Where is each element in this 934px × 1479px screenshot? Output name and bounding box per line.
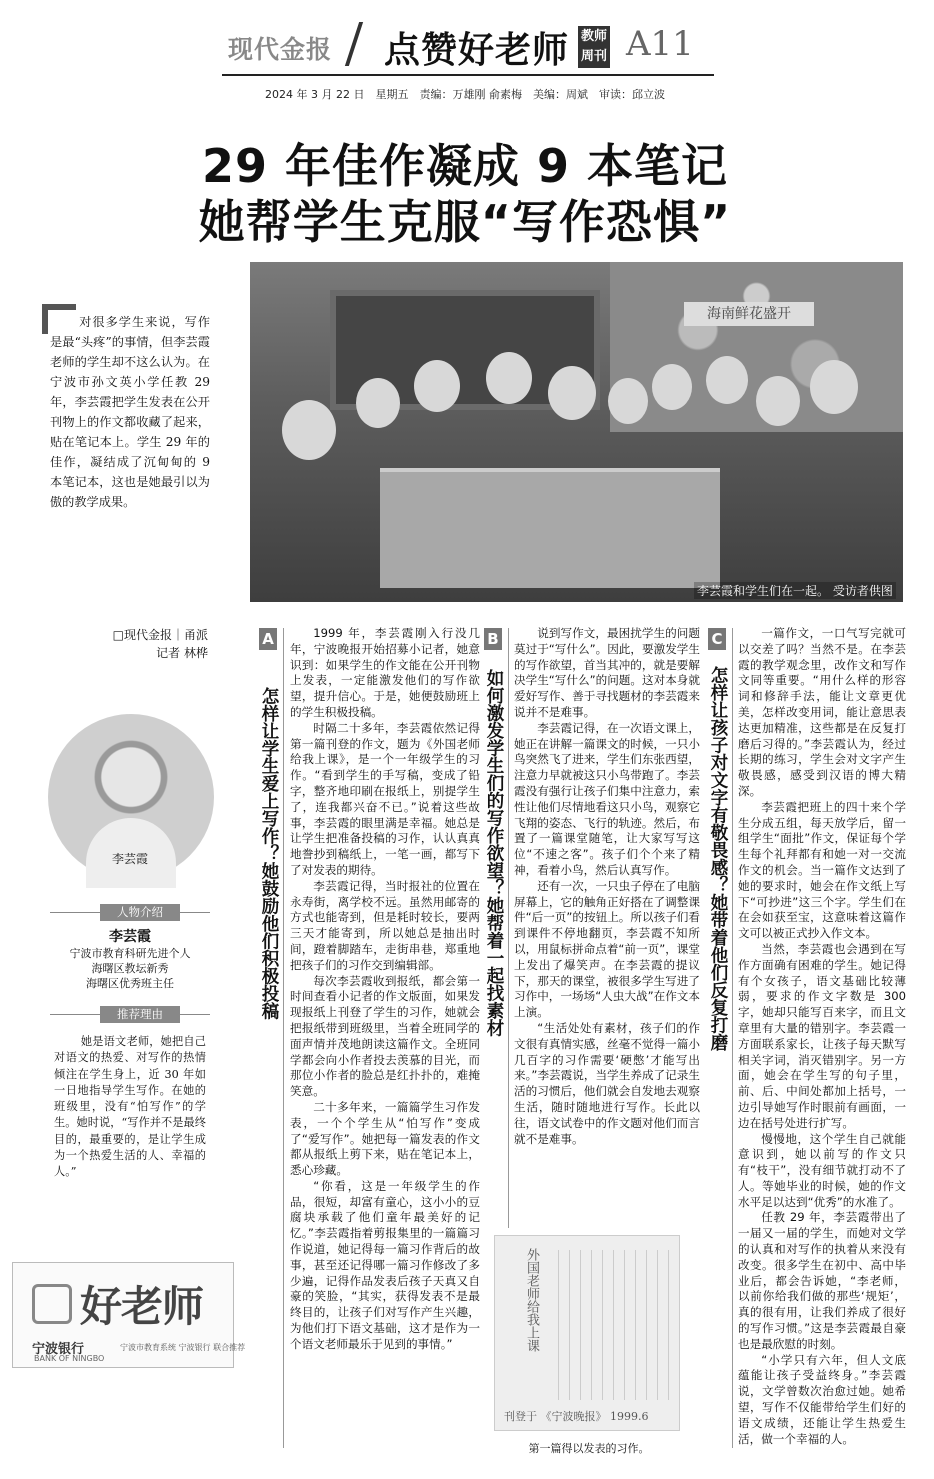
paragraph: “小学只有六年，但人文底蕴能让孩子受益终身。”李芸霞说，文学曾数次治愈过她。她希望，写作不仅能带给学生们好的语文成绩，还能让学生热爱生活，做一个幸福的人。 — [738, 1352, 906, 1446]
section-badge-b: B — [484, 628, 502, 650]
photo-child — [652, 364, 692, 410]
profile-title: 海曙区优秀班主任 — [86, 977, 174, 990]
photo-child — [356, 378, 400, 428]
section-heading-a: 怎样让学生爱上写作？她鼓励他们积极投稿 — [259, 686, 279, 1020]
tag-profile: 人物介绍 — [100, 904, 180, 921]
avatar-label: 李芸霞 — [112, 852, 149, 866]
paragraph: 说到写作文，最困扰学生的问题莫过于“写什么”。因此，要激发学生的写作欲望，首当其冲的，就是要解决学生“写什么”的问题。这对本身就爱好写作、善于寻找题材的李芸霞来说并不是难事。 — [514, 626, 700, 719]
photo-desk — [380, 468, 720, 588]
intro-text: 对很多学生来说，写作是最“头疼”的事情，但李芸霞老师的学生却不这么认为。在宁波市孙文英小学任教 29 年，李芸霞把学生发表在公开刊物上的作文都收藏了起来，贴在笔记本上。学生 29 年的佳作，凝结成了沉甸甸的 9 本笔记本，这也是她最引以为傲的教学成果。 — [50, 315, 210, 509]
profile-title: 宁波市教育科研先进个人 — [69, 947, 191, 960]
column-rule — [283, 628, 284, 1448]
scan-caption: 第一篇得以发表的习作。 — [528, 1442, 650, 1455]
photo-child — [756, 376, 800, 426]
dateline: 2024 年 3 月 22 日 星期五 责编：万雄刚 俞素梅 美编：周斌 审读：邱立波 — [265, 88, 665, 101]
paragraph: 任教 29 年，李芸霞带出了一届又一届的学生，而她对文学的认真和对写作的执着从来没有改变。很多学生在初中、高中毕业后，都会告诉她，“李老师，以前你给我们做的那些‘规矩’，真的很有用，让我们养成了很好的写作习惯。”这是李芸霞最自豪也是最欣慰的时刻。 — [738, 1210, 906, 1351]
section-title: 点赞好老师 — [384, 30, 570, 71]
paper-name: 现代金报 — [228, 35, 333, 64]
paragraph: 李芸霞记得，在一次语文课上，她正在讲解一篇课文的时候，一只小鸟突然飞了进来，学生们东张西望，注意力早就被这只小鸟带跑了。李芸霞没有强行让孩子们集中注意力，索性让他们尽情地看这只小鸟，观察它飞翔的姿态、飞行的轨迹。然后，布置了一篇课堂随笔，让大家写写这位“不速之客”。孩子们个个来了精神，看着小鸟，然后认真写作。 — [514, 720, 700, 877]
paragraph: 慢慢地，这个学生自己就能意识到，她以前写的作文只有“枝干”，没有细节就打动不了人。等她毕业的时候，她的作文水平足以达到“优秀”的水准了。 — [738, 1131, 906, 1209]
ad-slogan: 宁波市教育系统 宁波银行 联合推荐 — [120, 1343, 246, 1352]
scan-footer: 刊登于 《宁波晚报》 1999.6 — [504, 1410, 649, 1423]
tag-reason: 推荐理由 — [100, 1006, 180, 1023]
photo-child — [810, 360, 858, 414]
profile-titles — [50, 946, 210, 991]
section-badge-a: A — [259, 628, 277, 650]
byline-author: 记者 林桦 — [156, 646, 208, 660]
scan-handwriting — [548, 1250, 672, 1400]
photo-child — [414, 360, 460, 412]
byline — [90, 626, 208, 662]
photo-caption: 李芸霞和学生们在一起。 受访者供图 — [694, 582, 896, 599]
paragraph: “你看，这是一年级学生的作品，很短，却富有童心，这小小的豆腐块承载了他们童年最美好的记忆。”李芸霞指着剪报集里的一篇篇习作说道，她记得每一篇习作背后的故事，甚至还记得哪一篇习作修改了多少遍，记得作品发表后孩子天真又自豪的笑脸，“其实，获得发表不是最终目的，让孩子们对写作产生兴趣，为他们打下语文基础，这才是作为一个语文老师最乐于见到的事情。” — [290, 1178, 480, 1351]
page-number: A11 — [626, 24, 694, 64]
section-heading-b: 如何激发学生们的写作欲望？她帮着一起找素材 — [484, 669, 504, 1037]
photo-child — [608, 378, 648, 424]
thumbs-up-icon — [32, 1284, 72, 1324]
paragraph: “生活处处有素材，孩子们的作文很有真情实感，丝毫不觉得一篇小几百字的习作需要‘硬憋’才能写出来。”李芸霞说，当学生养成了记录生活的习惯后，他们就会自发地去观察生活，随时随地进行写作。长此以往，语文试卷中的作文题对他们而言就不是难事。 — [514, 1020, 700, 1146]
scan-title: 外国老师给我上课 — [524, 1248, 539, 1352]
paragraph: 一篇作文，一口气写完就可以交差了吗？当然不是。在李芸霞的教学观念里，改作文和写作文同等重要。“用什么样的形容词和修辞手法，能让文章更优美，怎样改变用词，能让意思表达更加精准，这些都是在反复打磨后习得的。”李芸霞认为，经过长期的练习，学生会对文字产生敬畏感，感受到汉语的博大精深。 — [738, 626, 906, 798]
column-rule — [732, 628, 733, 1448]
paragraph: 时隔二十多年，李芸霞依然记得第一篇刊登的作文，题为《外国老师给我上课》，是一个一年级学生的习作。“看到学生的手写稿，变成了铅字，整齐地印刷在报纸上，别提学生了，连我都兴奋不已。”说着这些故事，李芸霞的眼里满是幸福。她总是让学生把准备投稿的习作，认认真真地誊抄到稿纸上，一笔一画，都写下了对发表的期待。 — [290, 720, 480, 877]
paragraph: 李芸霞把班上的四十来个学生分成五组，每天放学后，留一组学生“面批”作文，保证每个学生每个礼拜都有和她一对一交流作文的机会。当一篇作文达到了她的要求时，她会在作文纸上写下“可抄进”这三个字。学生们在在会如获至宝，这意味着这篇作文可以被正式抄入作文本。 — [738, 799, 906, 941]
column-rule — [508, 628, 509, 1228]
article-column-a — [290, 626, 480, 1456]
headline-line-2: 她帮学生克服“写作恐惧” — [198, 195, 732, 249]
paragraph: 二十多年来，一篇篇学生习作发表，一个个学生从“怕写作”变成了“爱写作”。她把每一篇发表的作文都从报纸上剪下来，贴在笔记本上，悉心珍藏。 — [290, 1099, 480, 1178]
paragraph: 1999 年，李芸霞刚入行没几年，宁波晚报开始招募小记者，她意识到：如果学生的作文能在公开刊物上发表，一定能激发他们的写作欲望，提升信心。于是，她便鼓励班上的学生积极投稿。 — [290, 626, 480, 719]
section-heading-c: 怎样让孩子对文字有敬畏感？她带着他们反复打磨 — [708, 665, 728, 1051]
paragraph: 还有一次，一只虫子停在了电脑屏幕上，它的触角正好搭在了调整课件“后一页”的按钮上。所以孩子们看到课件不停地翻页，李芸霞不知所以，用鼠标拼命点着“前一页”，课堂上发出了爆笑声。在李芸霞的提议下，那天的课堂，被很多学生写进了习作中，一场场“人虫大战”在作文本上演。 — [514, 878, 700, 1020]
profile-title: 海曙区教坛新秀 — [91, 962, 169, 975]
article-column-c — [738, 626, 906, 1456]
weekly-badge-text: 教师周刊 — [580, 29, 607, 64]
paragraph: 每次李芸霞收到报纸，都会第一时间查看小记者的作文版面，如果发现报纸上刊登了学生的习作，她就会把报纸带到班级里，当着全班同学的面声情并茂地朗读这篇作文。全班同学都会向小作者投去羡慕的目光，而那位小作者的脸总是红扑扑的，难掩笑意。 — [290, 973, 480, 1099]
byline-source: □现代金报｜甬派 — [112, 628, 208, 642]
photo-teacher — [548, 366, 596, 420]
headline — [80, 138, 850, 250]
reason-text: 她是语文老师，她把自己对语文的热爱、对写作的热情倾注在学生身上，近 30 年如一日地指导学生写作。在她的班级里，没有“怕写作”的学生。她时说，“写作并不是最终目的，最重要的，是让学生成为一个热爱生活的人、幸福的人。” — [54, 1035, 206, 1179]
bank-name-en: BANK OF NINGBO — [34, 1354, 105, 1363]
poster-banner: 海南鲜花盛开 — [684, 302, 814, 326]
photo-child — [706, 356, 748, 404]
bank-name: 宁波银行 — [32, 1342, 85, 1357]
section-badge-c: C — [708, 628, 726, 650]
paragraph: 李芸霞记得，当时报社的位置在永寿街，离学校不远。虽然用邮寄的方式也能寄到，但是耗时较长，要两三天才能寄到，所以她总是抽出时间，蹬着脚踏车，走街串巷，郑重地把孩子们的习作交到编辑部。 — [290, 878, 480, 972]
paragraph: 当然，李芸霞也会遇到在写作方面确有困难的学生。她记得有个女孩子，语文基础比较薄弱，要求的作文字数是 300 字，她却只能写百来字，而且文章里有大量的错别字。李芸霞一方面联系家长，让孩子每天默写相关字词，消灭错别字。另一方面，她会在学生写的句子里，前、后、中间处都加上括号，一边引导她写作时眼前有画面，一边在括号处进行扩写。 — [738, 941, 906, 1130]
profile-name: 李芸霞 — [109, 929, 151, 945]
weekly-badge — [578, 26, 610, 68]
photo-child — [282, 400, 336, 460]
headline-line-1: 29 年佳作凝成 9 本笔记 — [201, 139, 729, 193]
photo-child — [486, 352, 532, 404]
ad-title: 好老师 — [80, 1282, 204, 1331]
article-column-b — [514, 626, 700, 1228]
